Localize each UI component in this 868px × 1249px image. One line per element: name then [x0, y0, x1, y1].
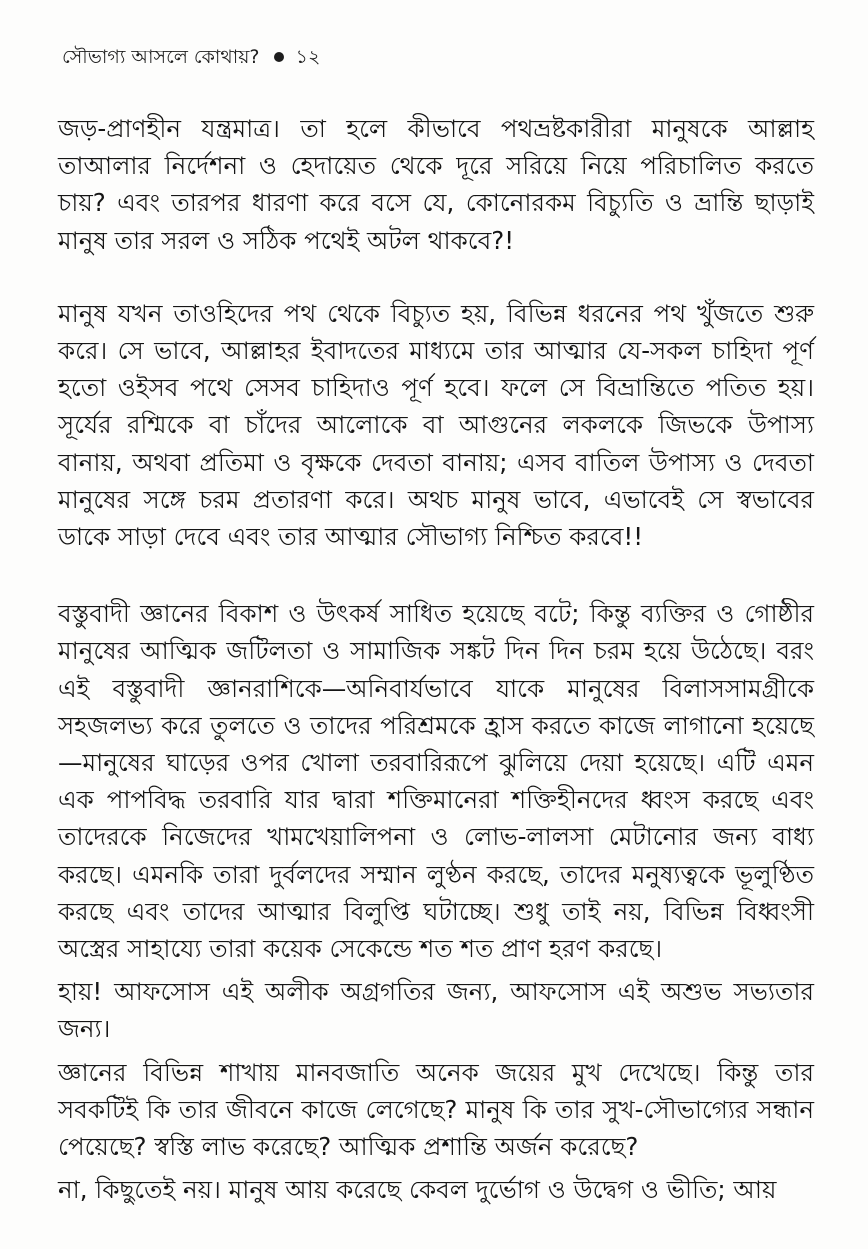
page-body [58, 110, 814, 1208]
header-title: সৌভাগ্য আসলে কোথায়? [62, 46, 260, 68]
paragraph-2: মানুষ যখন তাওহিদের পথ থেকে বিচ্যুত হয়, বিভিন্ন ধরনের পথ খুঁজতে শুরু করে। সে ভাবে, আল্লাহর ইবাদতের মাধ্যমে তার আত্মার যে-সকল চাহিদা পূর্ণ হতো ওইসব পথে সেসব চাহিদাও পূর্ণ হবে। ফলে সে বিভ্রান্তিতে পতিত হয়। সূর্যের রশ্মিকে বা চাঁদের আলোকে বা আগুনের লকলকে জিভকে উপাস্য বানায়, অথবা প্রতিমা ও বৃক্ষকে দেবতা বানায়; এসব বাতিল উপাস্য ও দেবতা মানুষের সঙ্গে চরম প্রতারণা করে। অথচ মানুষ ভাবে, এভাবেই সে স্বভাবের ডাকে সাড়া দেবে এবং তার আত্মার সৌভাগ্য নিশ্চিত করবে!! [58, 298, 814, 552]
paragraph-3: বস্তুবাদী জ্ঞানের বিকাশ ও উৎকর্ষ সাধিত হয়েছে বটে; কিন্তু ব্যক্তির ও গোষ্ঠীর মানুষের আত্মিক জটিলতা ও সামাজিক সঙ্কট দিন দিন চরম হয়ে উঠেছে। বরং এই বস্তুবাদী জ্ঞানরাশিকে—অনিবার্যভাবে যাকে মানুষের বিলাসসামগ্রীকে সহজলভ্য করে তুলতে ও তাদের পরিশ্রমকে হ্রাস করতে কাজে লাগানো হয়েছে—মানুষের ঘাড়ের ওপর খোলা তরবারিরূপে ঝুলিয়ে দেয়া হয়েছে। এটি এমন এক পাপবিদ্ধ তরবারি যার দ্বারা শক্তিমানেরা শক্তিহীনদের ধ্বংস করছে এবং তাদেরকে নিজেদের খামখেয়ালিপনা ও লোভ-লালসা মেটানোর জন্য বাধ্য করছে। এমনকি তারা দুর্বলদের সম্মান লুণ্ঠন করছে, তাদের মনুষ্যত্বকে ভূলুণ্ঠিত করছে এবং তাদের আত্মার বিলুপ্তি ঘটাচ্ছে। শুধু তাই নয়, বিভিন্ন বিধ্বংসী অস্ত্রের সাহায্যে তারা কয়েক সেকেন্ডে শত শত প্রাণ হরণ করছে। [58, 599, 814, 964]
page-number: ১২ [295, 46, 321, 68]
paragraph-1: জড়-প্রাণহীন যন্ত্রমাত্র। তা হলে কীভাবে পথভ্রষ্টকারীরা মানুষকে আল্লাহ তাআলার নির্দেশনা ও হেদায়েত থেকে দূরে সরিয়ে নিয়ে পরিচালিত করতে চায়? এবং তারপর ধারণা করে বসে যে, কোনোরকম বিচ্যুতি ও ভ্রান্তি ছাড়াই মানুষ তার সরল ও সঠিক পথেই অটল থাকবে?! [58, 114, 815, 255]
paragraph-4: হায়! আফসোস এই অলীক অগ্রগতির জন্য, আফসোস এই অশুভ সভ্যতার জন্য। [58, 977, 814, 1044]
paragraph-5: জ্ঞানের বিভিন্ন শাখায় মানবজাতি অনেক জয়ের মুখ দেখেছে। কিন্তু তার সবকটিই কি তার জীবনে কাজে লেগেছে? মানুষ কি তার সুখ-সৌভাগ্যের সন্ধান পেয়েছে? স্বস্তি লাভ করেছে? আত্মিক প্রশান্তি অর্জন করেছে? [58, 1057, 814, 1162]
running-header [62, 44, 320, 70]
paragraph-6: না, কিছুতেই নয়। মানুষ আয় করেছে কেবল দুর্ভোগ ও উদ্বেগ ও ভীতি; আয় [58, 1175, 777, 1205]
bullet-separator [274, 52, 284, 62]
